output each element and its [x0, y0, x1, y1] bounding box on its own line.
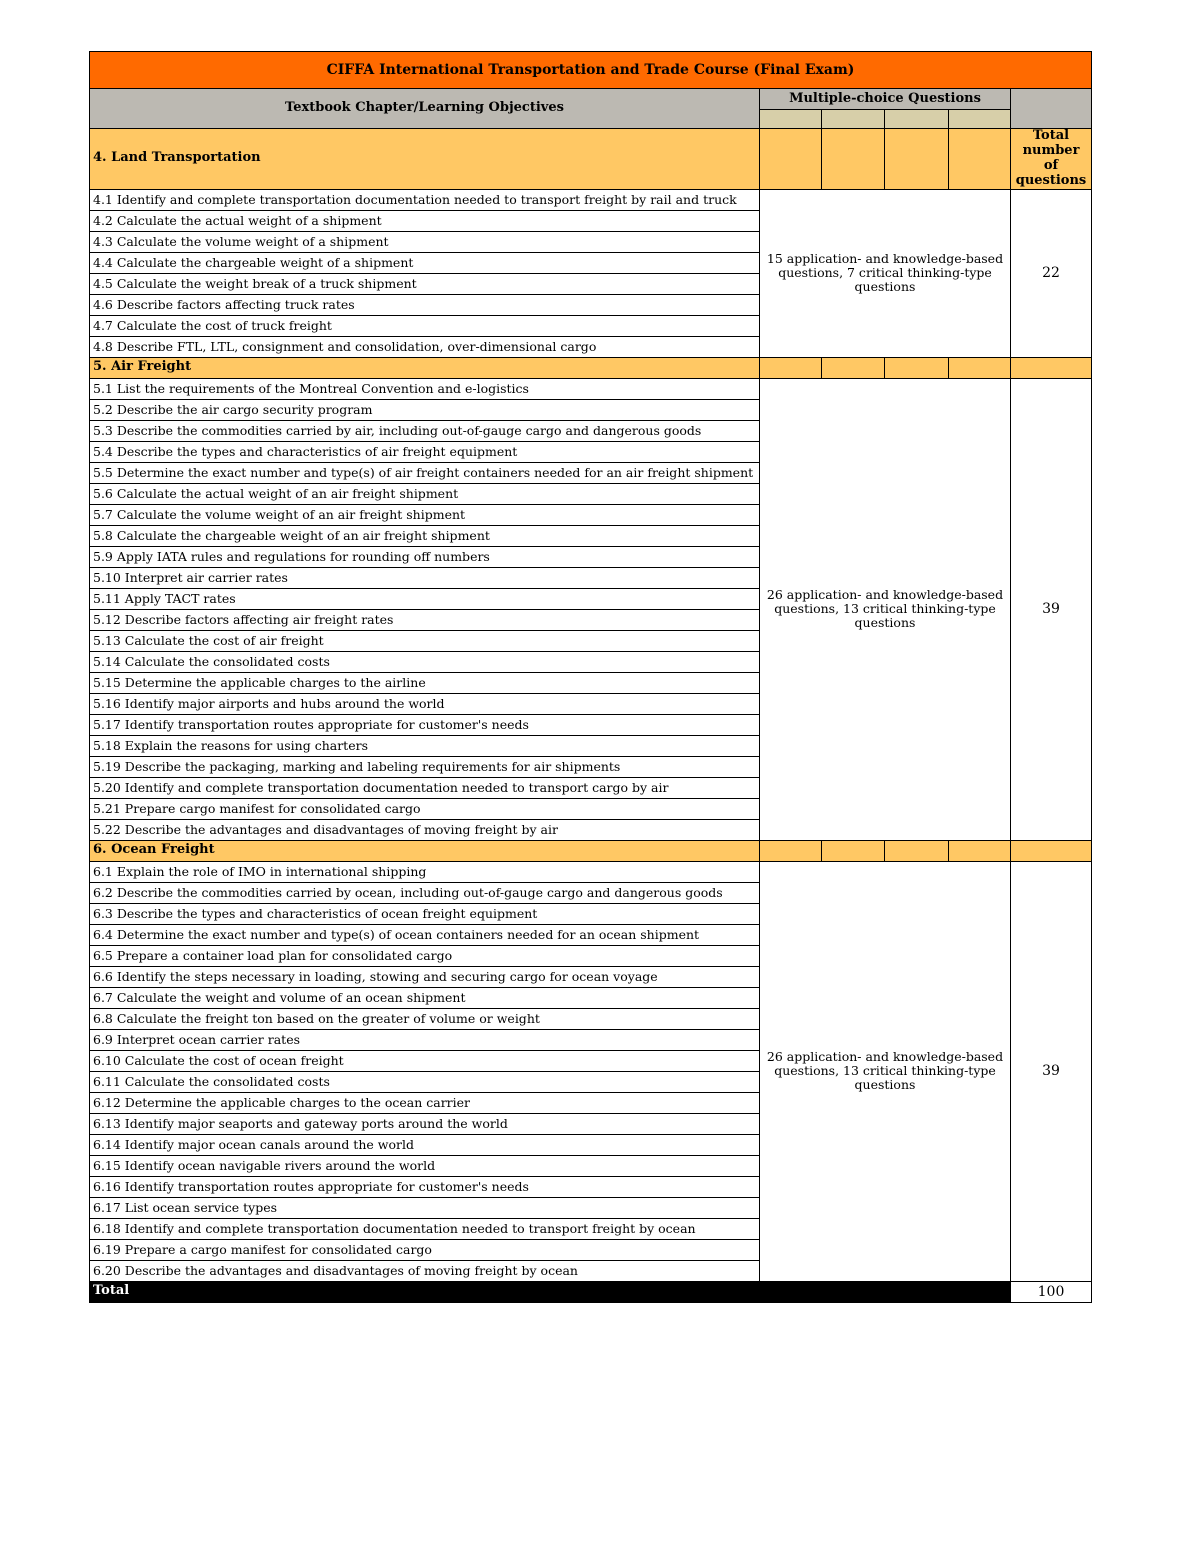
objective-row: [90, 861, 1092, 882]
grand-total-spacer: [760, 1281, 1011, 1302]
objective-text: 5.16 Identify major airports and hubs around the world: [90, 693, 760, 714]
section-mc-cell: [949, 357, 1011, 378]
mc-subheader-cell: [760, 110, 822, 129]
objective-text: 6.2 Describe the commodities carried by ocean, including out-of-gauge cargo and dangerous goods: [90, 882, 760, 903]
mc-subheader-cell: [949, 110, 1011, 129]
objective-text: 5.8 Calculate the chargeable weight of an air freight shipment: [90, 525, 760, 546]
objective-text: 4.1 Identify and complete transportation documentation needed to transport freight by rail and truck: [90, 189, 760, 210]
objective-row: [90, 378, 1092, 399]
objective-text: 6.20 Describe the advantages and disadvantages of moving freight by ocean: [90, 1260, 760, 1281]
objective-row: [90, 189, 1092, 210]
objective-text: 6.11 Calculate the consolidated costs: [90, 1071, 760, 1092]
objective-text: 6.12 Determine the applicable charges to the ocean carrier: [90, 1092, 760, 1113]
total-header-blank: [1011, 89, 1092, 129]
section-title: 4. Land Transportation: [90, 129, 760, 190]
section-mc-cell: [885, 840, 949, 861]
objective-text: 4.3 Calculate the volume weight of a shipment: [90, 231, 760, 252]
section-mc-cell: [949, 840, 1011, 861]
section-total-questions: 22: [1011, 189, 1092, 357]
objective-text: 5.5 Determine the exact number and type(s) of air freight containers needed for an air freight shipment: [90, 462, 760, 483]
section-mc-cell: [949, 129, 1011, 190]
objective-text: 6.5 Prepare a container load plan for consolidated cargo: [90, 945, 760, 966]
section-mc-cell: [760, 357, 822, 378]
objective-text: 6.1 Explain the role of IMO in international shipping: [90, 861, 760, 882]
objective-text: 5.11 Apply TACT rates: [90, 588, 760, 609]
objective-text: 5.17 Identify transportation routes appropriate for customer's needs: [90, 714, 760, 735]
objective-text: 5.21 Prepare cargo manifest for consolidated cargo: [90, 798, 760, 819]
header-row-1: [90, 89, 1092, 110]
objective-text: 6.4 Determine the exact number and type(s) of ocean containers needed for an ocean shipment: [90, 924, 760, 945]
objective-text: 4.5 Calculate the weight break of a truck shipment: [90, 273, 760, 294]
multiple-choice-header: Multiple-choice Questions: [760, 89, 1011, 110]
objective-text: 6.18 Identify and complete transportation documentation needed to transport freight by ocean: [90, 1218, 760, 1239]
question-breakdown-note: 26 application- and knowledge-based questions, 13 critical thinking-type questions: [760, 378, 1011, 840]
objective-text: 6.15 Identify ocean navigable rivers around the world: [90, 1155, 760, 1176]
objective-text: 4.2 Calculate the actual weight of a shipment: [90, 210, 760, 231]
objective-text: 5.20 Identify and complete transportation documentation needed to transport cargo by air: [90, 777, 760, 798]
objective-text: 5.2 Describe the air cargo security program: [90, 399, 760, 420]
table-title: CIFFA International Transportation and Trade Course (Final Exam): [90, 52, 1092, 89]
objective-text: 6.6 Identify the steps necessary in loading, stowing and securing cargo for ocean voyage: [90, 966, 760, 987]
objective-text: 5.15 Determine the applicable charges to the airline: [90, 672, 760, 693]
total-questions-header: Total number of questions: [1011, 129, 1092, 190]
section-total-questions: 39: [1011, 861, 1092, 1281]
objective-text: 6.19 Prepare a cargo manifest for consolidated cargo: [90, 1239, 760, 1260]
section-mc-cell: [760, 129, 822, 190]
title-row: [90, 52, 1092, 89]
objective-text: 6.9 Interpret ocean carrier rates: [90, 1029, 760, 1050]
objective-text: 5.7 Calculate the volume weight of an air freight shipment: [90, 504, 760, 525]
objective-text: 6.14 Identify major ocean canals around the world: [90, 1134, 760, 1155]
section-total-questions: 39: [1011, 378, 1092, 840]
section-title: 5. Air Freight: [90, 357, 760, 378]
objective-text: 4.6 Describe factors affecting truck rates: [90, 294, 760, 315]
section-mc-cell: [760, 840, 822, 861]
objective-text: 5.13 Calculate the cost of air freight: [90, 630, 760, 651]
question-breakdown-note: 15 application- and knowledge-based questions, 7 critical thinking-type questions: [760, 189, 1011, 357]
objective-text: 4.4 Calculate the chargeable weight of a shipment: [90, 252, 760, 273]
section-mc-cell: [822, 357, 885, 378]
section-total-cell: [1011, 357, 1092, 378]
section-header-row: [90, 357, 1092, 378]
objective-text: 5.6 Calculate the actual weight of an air freight shipment: [90, 483, 760, 504]
section-header-row: [90, 129, 1092, 190]
objective-text: 5.14 Calculate the consolidated costs: [90, 651, 760, 672]
exam-blueprint-table: [89, 51, 1092, 1303]
objective-text: 5.10 Interpret air carrier rates: [90, 567, 760, 588]
objective-text: 4.8 Describe FTL, LTL, consignment and consolidation, over-dimensional cargo: [90, 336, 760, 357]
section-mc-cell: [885, 357, 949, 378]
objective-text: 5.12 Describe factors affecting air freight rates: [90, 609, 760, 630]
grand-total-label: Total: [90, 1281, 760, 1302]
objective-text: 5.4 Describe the types and characteristics of air freight equipment: [90, 441, 760, 462]
section-header-row: [90, 840, 1092, 861]
objective-text: 5.9 Apply IATA rules and regulations for rounding off numbers: [90, 546, 760, 567]
objective-text: 6.10 Calculate the cost of ocean freight: [90, 1050, 760, 1071]
section-title: 6. Ocean Freight: [90, 840, 760, 861]
objective-text: 6.13 Identify major seaports and gateway ports around the world: [90, 1113, 760, 1134]
objective-text: 5.3 Describe the commodities carried by air, including out-of-gauge cargo and dangerous goods: [90, 420, 760, 441]
mc-subheader-cell: [822, 110, 885, 129]
objective-text: 6.17 List ocean service types: [90, 1197, 760, 1218]
objective-text: 5.1 List the requirements of the Montreal Convention and e-logistics: [90, 378, 760, 399]
chapter-objectives-header: Textbook Chapter/Learning Objectives: [90, 89, 760, 129]
objective-text: 5.22 Describe the advantages and disadvantages of moving freight by air: [90, 819, 760, 840]
section-mc-cell: [822, 129, 885, 190]
section-total-cell: [1011, 840, 1092, 861]
section-mc-cell: [822, 840, 885, 861]
objective-text: 6.8 Calculate the freight ton based on the greater of volume or weight: [90, 1008, 760, 1029]
section-mc-cell: [885, 129, 949, 190]
question-breakdown-note: 26 application- and knowledge-based questions, 13 critical thinking-type questions: [760, 861, 1011, 1281]
objective-text: 5.18 Explain the reasons for using charters: [90, 735, 760, 756]
grand-total-value: 100: [1011, 1281, 1092, 1302]
objective-text: 6.16 Identify transportation routes appropriate for customer's needs: [90, 1176, 760, 1197]
objective-text: 6.3 Describe the types and characteristics of ocean freight equipment: [90, 903, 760, 924]
mc-subheader-cell: [885, 110, 949, 129]
grand-total-row: [90, 1281, 1092, 1302]
objective-text: 4.7 Calculate the cost of truck freight: [90, 315, 760, 336]
objective-text: 5.19 Describe the packaging, marking and labeling requirements for air shipments: [90, 756, 760, 777]
objective-text: 6.7 Calculate the weight and volume of an ocean shipment: [90, 987, 760, 1008]
